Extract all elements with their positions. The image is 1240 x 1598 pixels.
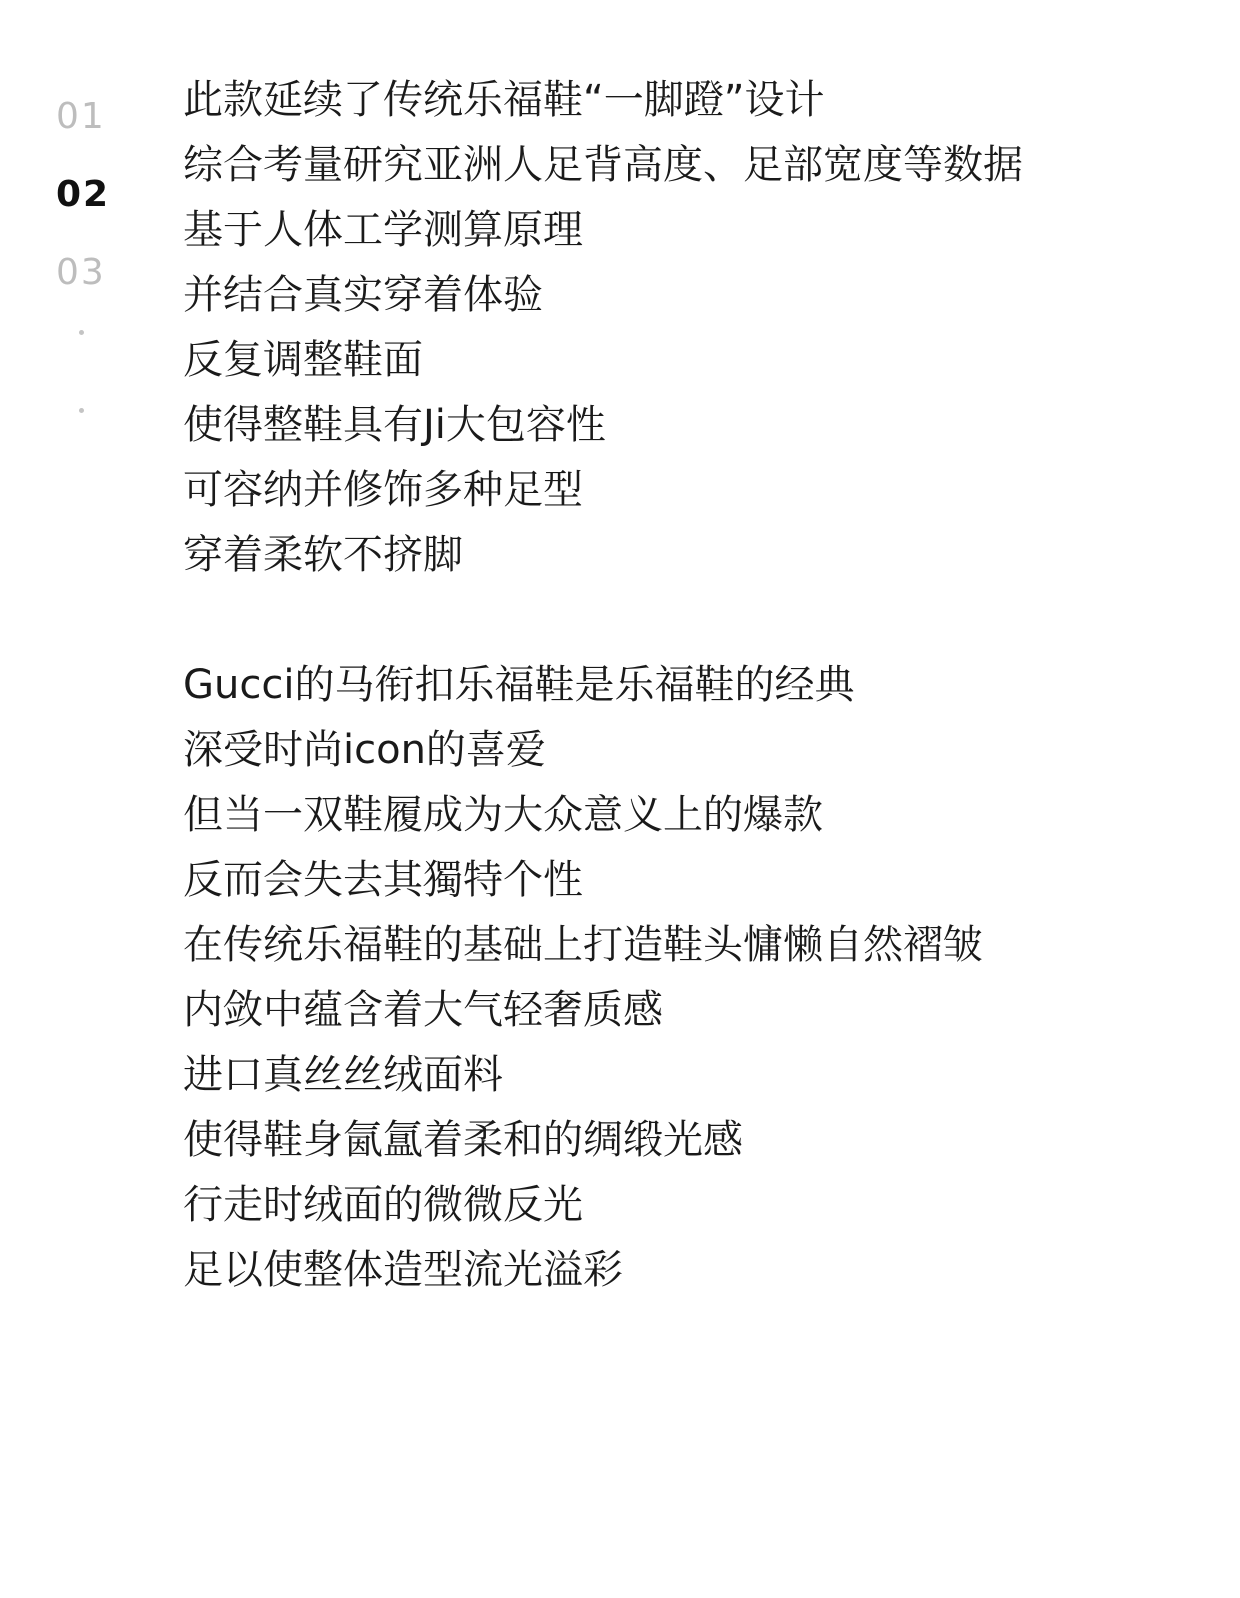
section-number-03[interactable]: 03 xyxy=(56,252,106,293)
paragraph-fit-design xyxy=(183,68,1203,588)
text-line: 综合考量研究亚洲人足背高度、足部宽度等数据 xyxy=(183,142,1023,188)
text-line: 此款延续了传统乐福鞋“一脚蹬”设计 xyxy=(183,77,825,123)
text-line: 足以使整体造型流光溢彩 xyxy=(183,1247,623,1293)
text-line: 行走时绒面的微微反光 xyxy=(183,1182,583,1228)
ellipsis-dot-icon xyxy=(79,330,84,335)
paragraph-style-material xyxy=(183,653,1203,1303)
text-line: 反而会失去其獨特个性 xyxy=(183,857,583,903)
ellipsis-dot-icon xyxy=(79,408,84,413)
text-line: 深受时尚icon的喜爱 xyxy=(183,727,546,773)
text-line: 进口真丝丝绒面料 xyxy=(183,1052,503,1098)
text-line: 但当一双鞋履成为大众意义上的爆款 xyxy=(183,792,823,838)
section-number-01[interactable]: 01 xyxy=(56,96,106,137)
section-number-02-active[interactable]: 02 xyxy=(56,174,111,215)
section-index-nav xyxy=(56,78,126,312)
text-line: 穿着柔软不挤脚 xyxy=(183,532,463,578)
description-text xyxy=(183,68,1203,1303)
text-line: 内敛中蕴含着大气轻奢质感 xyxy=(183,987,663,1033)
text-line: 使得整鞋具有Ji大包容性 xyxy=(183,402,606,448)
text-line: 可容纳并修饰多种足型 xyxy=(183,467,583,513)
text-line: 使得鞋身氤氲着柔和的绸缎光感 xyxy=(183,1117,743,1163)
text-line: 反复调整鞋面 xyxy=(183,337,423,383)
text-line: 并结合真实穿着体验 xyxy=(183,272,543,318)
text-line: 在传统乐福鞋的基础上打造鞋头慵懒自然褶皱 xyxy=(183,922,983,968)
text-line: 基于人体工学测算原理 xyxy=(183,207,583,253)
text-line: Gucci的马衔扣乐福鞋是乐福鞋的经典 xyxy=(183,662,855,708)
